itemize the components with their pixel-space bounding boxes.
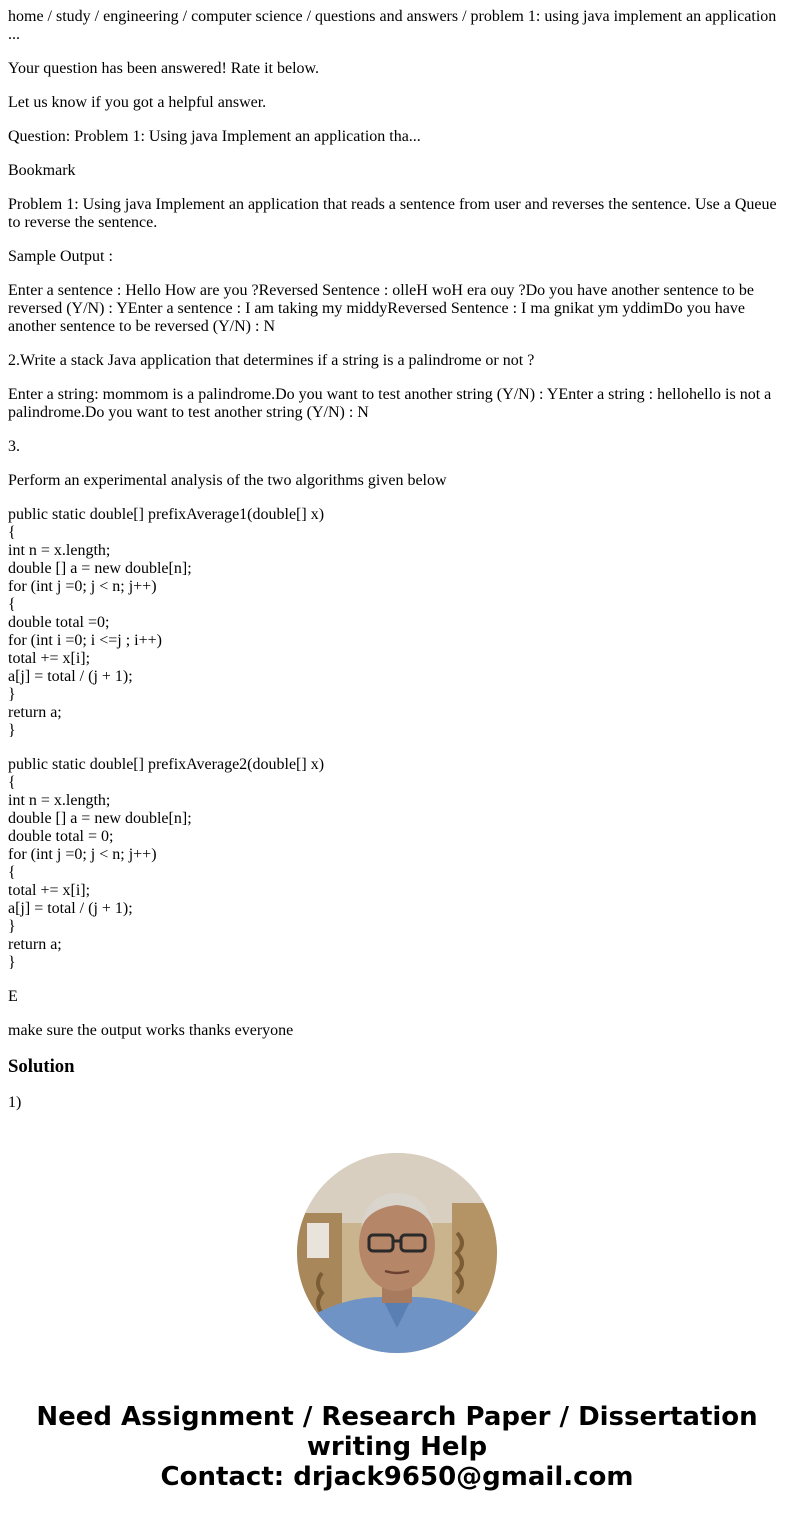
sample-output-label: Sample Output :	[8, 248, 113, 265]
code-line: for (int i =0; i <=j ; i++)	[8, 632, 162, 649]
code-line: }	[8, 722, 16, 739]
closing-note: make sure the output works thanks everyone	[8, 1022, 294, 1039]
sample-output-1: Enter a sentence : Hello How are you ?Reversed Sentence : olleH woH era ouy ?Do you have another sentence to be reversed (Y/N) : YEnter a sentence : I am taking my middyReversed Sentence : I ma gnikat ym yddimDo you have another sentence to be reversed (Y/N) : N	[8, 282, 754, 335]
promo-line-2: writing Help	[306, 1432, 488, 1462]
code-line: return a;	[8, 936, 62, 953]
solution-first-line: 1)	[8, 1094, 22, 1111]
code-line: }	[8, 918, 16, 935]
answered-message: Your question has been answered! Rate it below.	[8, 60, 320, 77]
code-block-prefix-average-2	[8, 756, 786, 972]
avatar	[297, 1153, 497, 1353]
code-line: int n = x.length;	[8, 542, 111, 559]
code-line: int n = x.length;	[8, 792, 111, 809]
code-block-prefix-average-1	[8, 506, 786, 740]
code-line: for (int j =0; j < n; j++)	[8, 846, 157, 863]
solution-heading: Solution	[8, 1056, 75, 1077]
code-line: double [] a = new double[n];	[8, 560, 192, 577]
code-line: {	[8, 774, 16, 791]
promo-contact[interactable]: Contact: drjack9650@gmail.com	[160, 1462, 634, 1492]
feedback-message: Let us know if you got a helpful answer.	[8, 94, 267, 111]
code-line: public static double[] prefixAverage2(double[] x)	[8, 756, 325, 773]
bookmark-link[interactable]: Bookmark	[8, 162, 76, 179]
avatar-photo	[297, 1153, 497, 1353]
code-line: {	[8, 864, 16, 881]
problem-3-number: 3.	[8, 438, 20, 455]
code-line: total += x[i];	[8, 882, 91, 899]
code-line: return a;	[8, 704, 62, 721]
problem-3-text: Perform an experimental analysis of the two algorithms given below	[8, 472, 447, 489]
problem-1-text: Problem 1: Using java Implement an application that reads a sentence from user and reverses the sentence. Use a Queue to reverse the sentence.	[8, 196, 777, 231]
code-line: }	[8, 686, 16, 703]
promo-banner	[0, 1153, 794, 1492]
sample-output-2: Enter a string: mommom is a palindrome.Do you want to test another string (Y/N) : YEnter a string : hellohello is not a palindrome.Do you want to test another string (Y/N) : N	[8, 386, 772, 421]
question-summary: Question: Problem 1: Using java Implement an application tha...	[8, 128, 421, 145]
code-line: }	[8, 954, 16, 971]
code-line: double total = 0;	[8, 828, 114, 845]
code-line: a[j] = total / (j + 1);	[8, 900, 133, 917]
page-content	[8, 8, 786, 1128]
code-line: public static double[] prefixAverage1(double[] x)	[8, 506, 325, 523]
trailing-letter: E	[8, 988, 18, 1005]
code-line: total += x[i];	[8, 650, 91, 667]
code-line: a[j] = total / (j + 1);	[8, 668, 133, 685]
code-line: {	[8, 524, 16, 541]
breadcrumb[interactable]: home / study / engineering / computer science / questions and answers / problem 1: using java implement an application ...	[8, 8, 777, 43]
problem-2-text: 2.Write a stack Java application that determines if a string is a palindrome or not ?	[8, 352, 535, 369]
code-line: double [] a = new double[n];	[8, 810, 192, 827]
promo-text	[0, 1402, 794, 1492]
code-line: double total =0;	[8, 614, 110, 631]
code-line: for (int j =0; j < n; j++)	[8, 578, 157, 595]
promo-line-1: Need Assignment / Research Paper / Dissertation	[36, 1402, 758, 1432]
code-line: {	[8, 596, 16, 613]
